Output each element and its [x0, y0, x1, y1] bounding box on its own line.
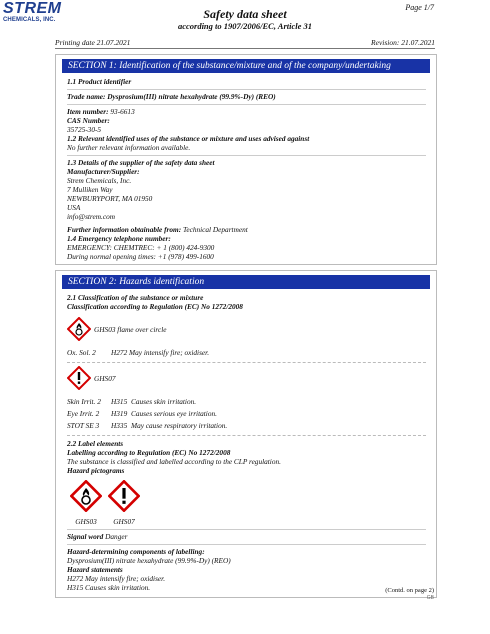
cas-label: CAS Number:	[67, 116, 110, 125]
hazard-statements-heading: Hazard statements	[67, 565, 123, 574]
section-2-heading: SECTION 2: Hazards identification	[62, 275, 430, 289]
emergency-line: During normal opening times: +1 (978) 499-1600	[67, 252, 214, 261]
continued-note: (Contd. on page 2)	[385, 587, 434, 594]
classification-regulation: Classification according to Regulation (EC) No 1272/2008	[67, 302, 243, 311]
pictogram-code: GHS03	[75, 517, 97, 526]
printing-date: Printing date 21.07.2021	[55, 38, 131, 47]
logo-subtitle: CHEMICALS, INC.	[3, 17, 56, 23]
revision-date: Revision: 21.07.2021	[371, 38, 435, 47]
hazard-statement: H272 May intensify fire; oxidiser.	[67, 574, 166, 583]
hazard-statement: H315 Causes skin irritation.	[67, 583, 151, 592]
address-line: USA	[67, 203, 81, 212]
pictogram-code: GHS07	[113, 517, 135, 526]
divider	[67, 104, 426, 105]
components-value: Dysprosium(III) nitrate hexahydrate (99.9%-Dy) (REO)	[67, 556, 231, 565]
emergency-line: EMERGENCY: CHEMTREC: + 1 (800) 424-9300	[67, 243, 215, 252]
label-elements-heading: 2.2 Label elements	[67, 439, 124, 448]
divider	[67, 362, 426, 363]
address-line: Strem Chemicals, Inc.	[67, 176, 132, 185]
ghs07-row	[67, 366, 426, 390]
section-1	[55, 54, 437, 265]
cas-value: 35725-30-5	[67, 125, 102, 134]
labelling-regulation: Labelling according to Regulation (EC) No 1272/2008	[67, 448, 231, 457]
ghs03-row	[67, 317, 426, 341]
divider	[67, 155, 426, 156]
section-2	[55, 270, 437, 601]
hazard-pictograms	[67, 480, 426, 526]
logo-mark: STREM	[3, 0, 62, 17]
uses-text: No further relevant information available.	[67, 143, 191, 152]
ghs03-flame-over-circle-icon	[67, 317, 91, 341]
document-subtitle: according to 1907/2006/EC, Article 31	[177, 21, 313, 31]
email-link[interactable]: info@strem.com	[67, 212, 115, 221]
header-rule	[55, 48, 435, 49]
classification-heading: 2.1 Classification of the substance or mixture	[67, 293, 204, 302]
pictogram-ghs03	[67, 480, 105, 526]
labelling-text: The substance is classified and labelled according to the CLP regulation.	[67, 457, 281, 466]
components-heading: Hazard-determining components of labelling:	[67, 547, 205, 556]
further-info: Further information obtainable from: Technical Department	[67, 225, 248, 234]
ghs07-exclamation-icon	[67, 366, 91, 390]
divider	[67, 89, 426, 90]
section-1-heading: SECTION 1: Identification of the substance/mixture and of the company/undertaking	[62, 59, 430, 73]
address-line: NEWBURYPORT, MA 01950	[67, 194, 153, 203]
supplier-heading: 1.3 Details of the supplier of the safety data sheet	[67, 158, 215, 167]
ghs07-label: GHS07	[94, 373, 116, 383]
hazard-pictograms-heading: Hazard pictograms	[67, 466, 125, 475]
hazard-row: Ox. Sol. 2 H272 May intensify fire; oxidiser.	[67, 348, 210, 357]
item-number: Item number: 93-6613	[67, 107, 135, 116]
signal-word: Signal word Danger	[67, 532, 128, 541]
emergency-heading: 1.4 Emergency telephone number:	[67, 234, 171, 243]
product-identifier-heading: 1.1 Product identifier	[67, 77, 132, 86]
ghs03-label: GHS03 flame over circle	[94, 324, 167, 334]
pictogram-ghs07	[105, 480, 143, 526]
page-number: Page 1/7	[405, 3, 434, 12]
hazard-row: STOT SE 3 H335 May cause respiratory irritation.	[67, 421, 228, 430]
divider	[67, 544, 426, 545]
ghs07-exclamation-icon	[108, 480, 140, 512]
divider	[67, 435, 426, 436]
ghs03-flame-over-circle-icon	[70, 480, 102, 512]
language-code: GB	[426, 595, 434, 601]
divider	[67, 529, 426, 530]
uses-heading: 1.2 Relevant identified uses of the substance or mixture and uses advised against	[67, 134, 310, 143]
document-title: Safety data sheet	[203, 7, 287, 21]
hazard-row: Skin Irrit. 2 H315 Causes skin irritation.	[67, 397, 197, 406]
manufacturer-label: Manufacturer/Supplier:	[67, 167, 140, 176]
trade-name: Trade name: Dysprosium(III) nitrate hexahydrate (99.9%-Dy) (REO)	[67, 92, 276, 101]
address-line: 7 Mulliken Way	[67, 185, 113, 194]
hazard-row: Eye Irrit. 2 H319 Causes serious eye irritation.	[67, 409, 217, 418]
